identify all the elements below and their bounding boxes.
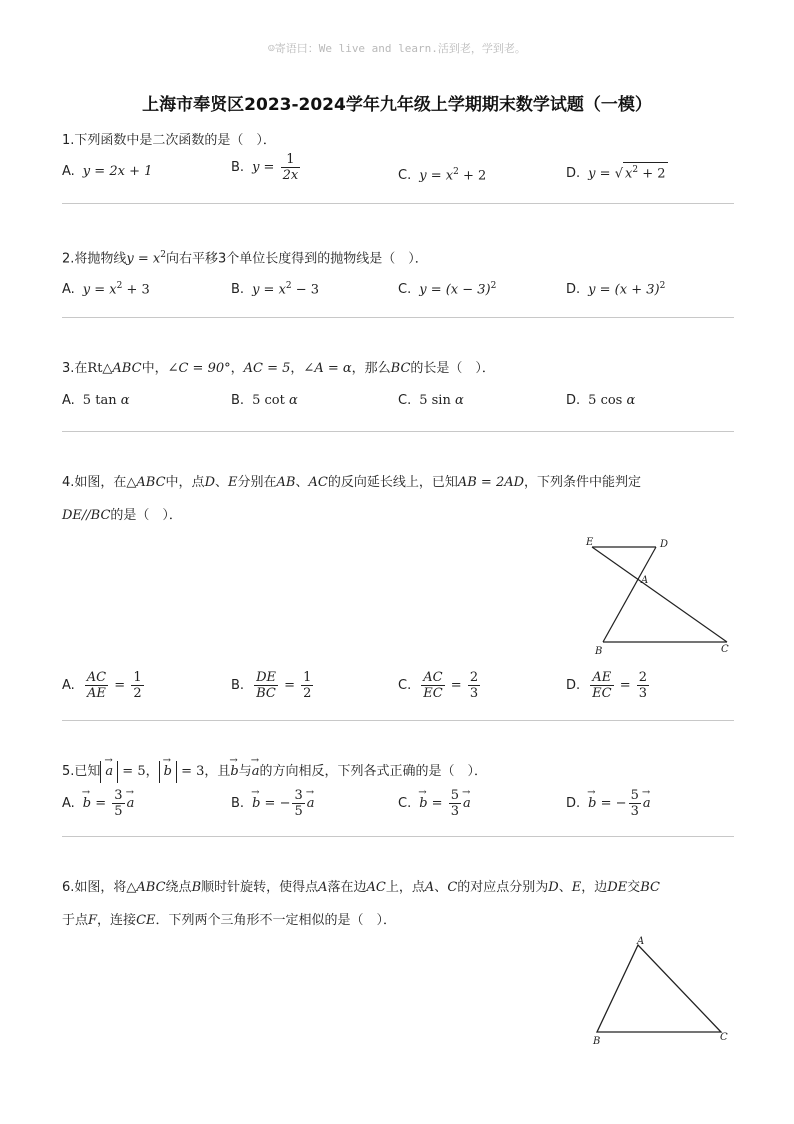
page-title: 上海市奉贤区2023-2024学年九年级上学期期末数学试题（一模） bbox=[142, 95, 652, 115]
label-c: C bbox=[720, 1032, 728, 1043]
abs-b: → b bbox=[159, 761, 177, 783]
divider bbox=[62, 836, 734, 837]
label-c: C bbox=[721, 644, 729, 655]
triangle-abc bbox=[597, 945, 721, 1032]
question-6-stem-line1: 6.如图，将△ABC绕点B顺时针旋转，使得点A落在边AC上，点A、C的对应点分别为D、E，边DE交BC bbox=[62, 880, 660, 895]
q5-option-d[interactable]: D.→ b = − $\frac{5}{3}$ → a bbox=[566, 788, 651, 819]
q3-option-d[interactable]: D. 5 cos α bbox=[566, 393, 636, 408]
q1-option-b[interactable]: B. y = $\frac{1}{2x}$ bbox=[231, 152, 299, 183]
q6-figure bbox=[585, 934, 735, 1050]
divider bbox=[62, 431, 734, 432]
q2-option-a[interactable]: A. $y = x^2 + 3$ bbox=[62, 281, 150, 298]
question-2-stem: 2.将抛物线$y = x^2$向右平移3个单位长度得到的抛物线是（ ）． bbox=[62, 250, 428, 267]
q3-option-c[interactable]: C. 5 sin α bbox=[398, 393, 464, 408]
divider bbox=[62, 720, 734, 721]
q4-figure bbox=[580, 534, 740, 658]
question-1-stem: 1.下列函数中是二次函数的是（ ）． bbox=[62, 133, 276, 148]
divider bbox=[62, 203, 734, 204]
question-6-stem-line2: 于点F，连接CE．下列两个三角形不一定相似的是（ ）． bbox=[62, 913, 397, 928]
watermark: ☺寄语曰：We live and learn.活到老，学到老。 bbox=[268, 42, 526, 55]
q4-option-d[interactable]: D. $\frac{AE}{EC}$ = $\frac{2}{3}$ bbox=[566, 670, 648, 701]
q3-option-a[interactable]: A. 5 tan α bbox=[62, 393, 130, 408]
question-4-stem-line2: DE//BC的是（ ）． bbox=[62, 508, 182, 523]
question-5-stem: 5.已知→ a = 5，→ b = 3，且→ b与→ a的方向相反，下列各式正确的是（ ）． bbox=[62, 760, 487, 784]
q4-option-b[interactable]: B. $\frac{DE}{BC}$ = $\frac{1}{2}$ bbox=[231, 670, 312, 701]
label-a: A bbox=[637, 936, 645, 947]
fraction: $\frac{1}{2x}$ bbox=[282, 152, 299, 183]
label-d: D bbox=[660, 539, 669, 550]
label-e: E bbox=[586, 537, 594, 548]
q2-option-c[interactable]: C. $y = (x - 3)^2$ bbox=[398, 281, 497, 298]
q4-option-a[interactable]: A. $\frac{AC}{AE}$ = $\frac{1}{2}$ bbox=[62, 670, 142, 701]
q3-option-b[interactable]: B. 5 cot α bbox=[231, 393, 298, 408]
q4-option-c[interactable]: C. $\frac{AC}{EC}$ = $\frac{2}{3}$ bbox=[398, 670, 479, 701]
question-4-stem-line1: 4.如图，在△ABC中，点D、E分别在AB、AC的反向延长线上，已知AB = 2AD，下列条件中能判定 bbox=[62, 475, 642, 490]
segment-ec bbox=[592, 547, 727, 642]
label-b: B bbox=[593, 1036, 601, 1047]
radicand: $x^2 + 2$ bbox=[623, 162, 668, 181]
question-3-stem: 3.在Rt△ABC中，∠C = 90°，AC = 5，∠A = α，那么BC的长是（ ）． bbox=[62, 361, 495, 376]
sqrt-icon: √ bbox=[614, 166, 623, 182]
q5-option-c[interactable]: C.→ b = $\frac{5}{3}$ → a bbox=[398, 788, 471, 819]
q2-option-d[interactable]: D. $y = (x + 3)^2$ bbox=[566, 281, 666, 298]
q2-option-b[interactable]: B. $y = x^2 - 3$ bbox=[231, 281, 320, 298]
segment-db bbox=[603, 547, 656, 642]
q5-option-b[interactable]: B.→ b = − $\frac{3}{5}$ → a bbox=[231, 788, 315, 819]
q1-option-d[interactable]: D. y = √ $x^2 + 2$ bbox=[566, 162, 668, 184]
q1-option-c[interactable]: C. $y = x^2 + 2$ bbox=[398, 167, 487, 184]
q1-option-a[interactable]: A. y = 2x + 1 bbox=[62, 164, 153, 179]
q5-option-a[interactable]: A.→ b = $\frac{3}{5}$ → a bbox=[62, 788, 134, 819]
label-b: B bbox=[595, 646, 603, 657]
abs-a: → a bbox=[100, 761, 118, 783]
label-a: A bbox=[641, 575, 649, 586]
divider bbox=[62, 317, 734, 318]
